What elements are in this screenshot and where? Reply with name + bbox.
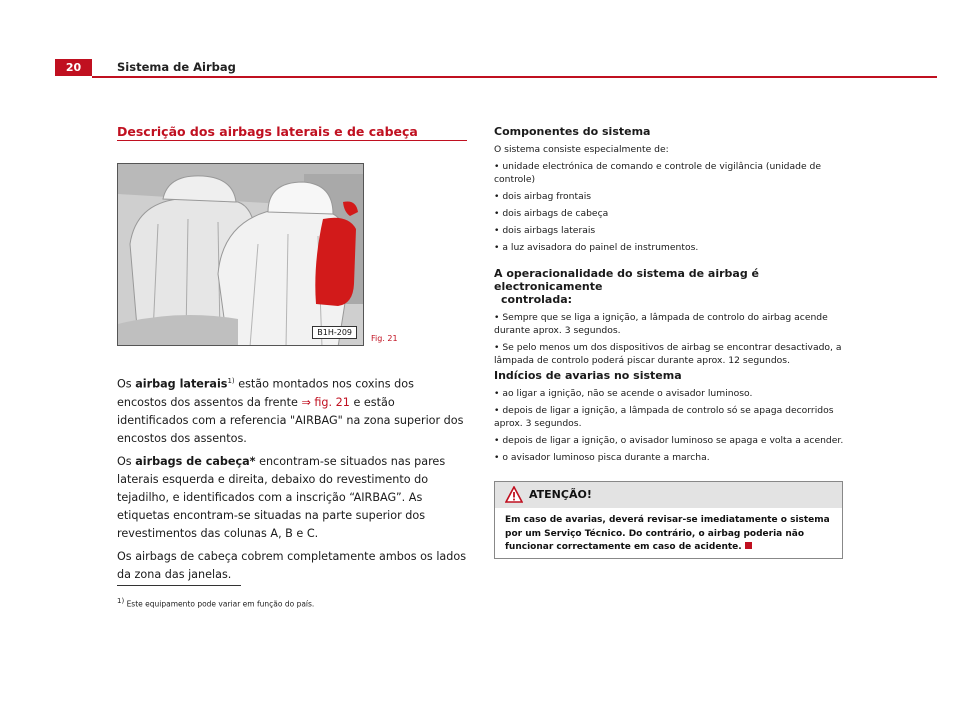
text: estão montados nos coxins dos encostos dos assentos da frente <box>117 377 414 409</box>
figure-reference-link[interactable]: fig. 21 <box>310 395 350 409</box>
list-item: • unidade electrónica de comando e controle de vigilância (unidade de controle) <box>494 161 822 185</box>
text: Os <box>117 454 136 468</box>
footnote <box>117 597 314 609</box>
fault-section <box>494 369 844 468</box>
footnote-marker: 1) <box>117 597 125 605</box>
components-heading: Componentes do sistema <box>494 125 651 138</box>
list-item: • dois airbag frontais <box>494 191 592 202</box>
fault-heading: Indícios de avarias no sistema <box>494 369 682 382</box>
list-item: • ao ligar a ignição, não se acende o avisador luminoso. <box>494 388 753 399</box>
side-airbag-paragraph <box>117 372 467 448</box>
footnote-text: Este equipamento pode variar em função do país. <box>124 599 315 609</box>
list-item: • Se pelo menos um dos dispositivos de airbag se encontrar desactivado, a lâmpada de controlo poderá piscar durante aprox. 12 segundos. <box>494 342 842 366</box>
head-airbag-paragraph <box>117 453 467 543</box>
list-item: • depois de ligar a ignição, o avisador luminoso se apaga e volta a acender. <box>494 435 844 446</box>
components-intro: O sistema consiste especialmente de: <box>494 144 669 155</box>
warning-triangle-icon <box>505 486 523 507</box>
list-item: • dois airbags de cabeça <box>494 208 609 219</box>
arrow-icon: ⇒ <box>301 395 311 409</box>
end-marker-icon <box>745 542 752 549</box>
operation-heading-line1: A operacionalidade do sistema de airbag é electronicamente <box>494 267 759 293</box>
text: e estão identificados com a referencia "AIRBAG" na zona superior dos encostos dos assentos. <box>117 395 464 445</box>
list-item: • depois de ligar a ignição, a lâmpada de controlo só se apaga decorridos aprox. 3 segundos. <box>494 405 834 429</box>
warning-body <box>495 508 842 555</box>
warning-text: Em caso de avarias, deverá revisar-se imediatamente o sistema por um Serviço Técnico. Do contrário, o airbag poderia não funcionar correctamente em caso de acidente. <box>505 515 830 552</box>
figure-label: Fig. 21 <box>371 334 398 343</box>
warning-box <box>494 481 843 559</box>
list-item: • o avisador luminoso pisca durante a marcha. <box>494 452 710 463</box>
left-body <box>117 372 467 589</box>
figure-code: B1H-209 <box>312 326 357 339</box>
seat-airbag-figure <box>117 163 364 346</box>
list-item: • Sempre que se liga a ignição, a lâmpada de controlo do airbag acende durante aprox. 3 segundos. <box>494 312 828 336</box>
section-header-title: Sistema de Airbag <box>117 60 236 74</box>
seat-illustration <box>118 164 364 346</box>
page-number: 20 <box>55 59 92 76</box>
warning-title: ATENÇÃO! <box>529 488 592 501</box>
operation-heading-line2: controlada: <box>501 293 573 306</box>
text: encontram-se situados nas pares laterais esquerda e direita, debaixo do revestimento do tejadilho, e identificados com a inscrição “AIRBAG”. As etiquetas encontram-se situadas na parte superior dos revestimentos das colunas A, B e C. <box>117 454 446 540</box>
header-rule <box>92 76 937 78</box>
operation-section <box>494 267 844 371</box>
left-heading: Descrição dos airbags laterais e de cabeça <box>117 124 418 139</box>
components-section <box>494 125 844 258</box>
text: Os <box>117 377 136 391</box>
footnote-rule <box>117 585 241 586</box>
warning-header <box>495 482 842 508</box>
footnote-ref: 1) <box>227 377 235 385</box>
list-item: • a luz avisadora do painel de instrumentos. <box>494 242 699 253</box>
list-item: • dois airbags laterais <box>494 225 596 236</box>
head-airbag-term: airbags de cabeça* <box>135 454 256 468</box>
side-airbag-term: airbag laterais <box>135 377 228 391</box>
left-heading-rule <box>117 140 467 141</box>
coverage-paragraph: Os airbags de cabeça cobrem completamente ambos os lados da zona das janelas. <box>117 549 467 581</box>
